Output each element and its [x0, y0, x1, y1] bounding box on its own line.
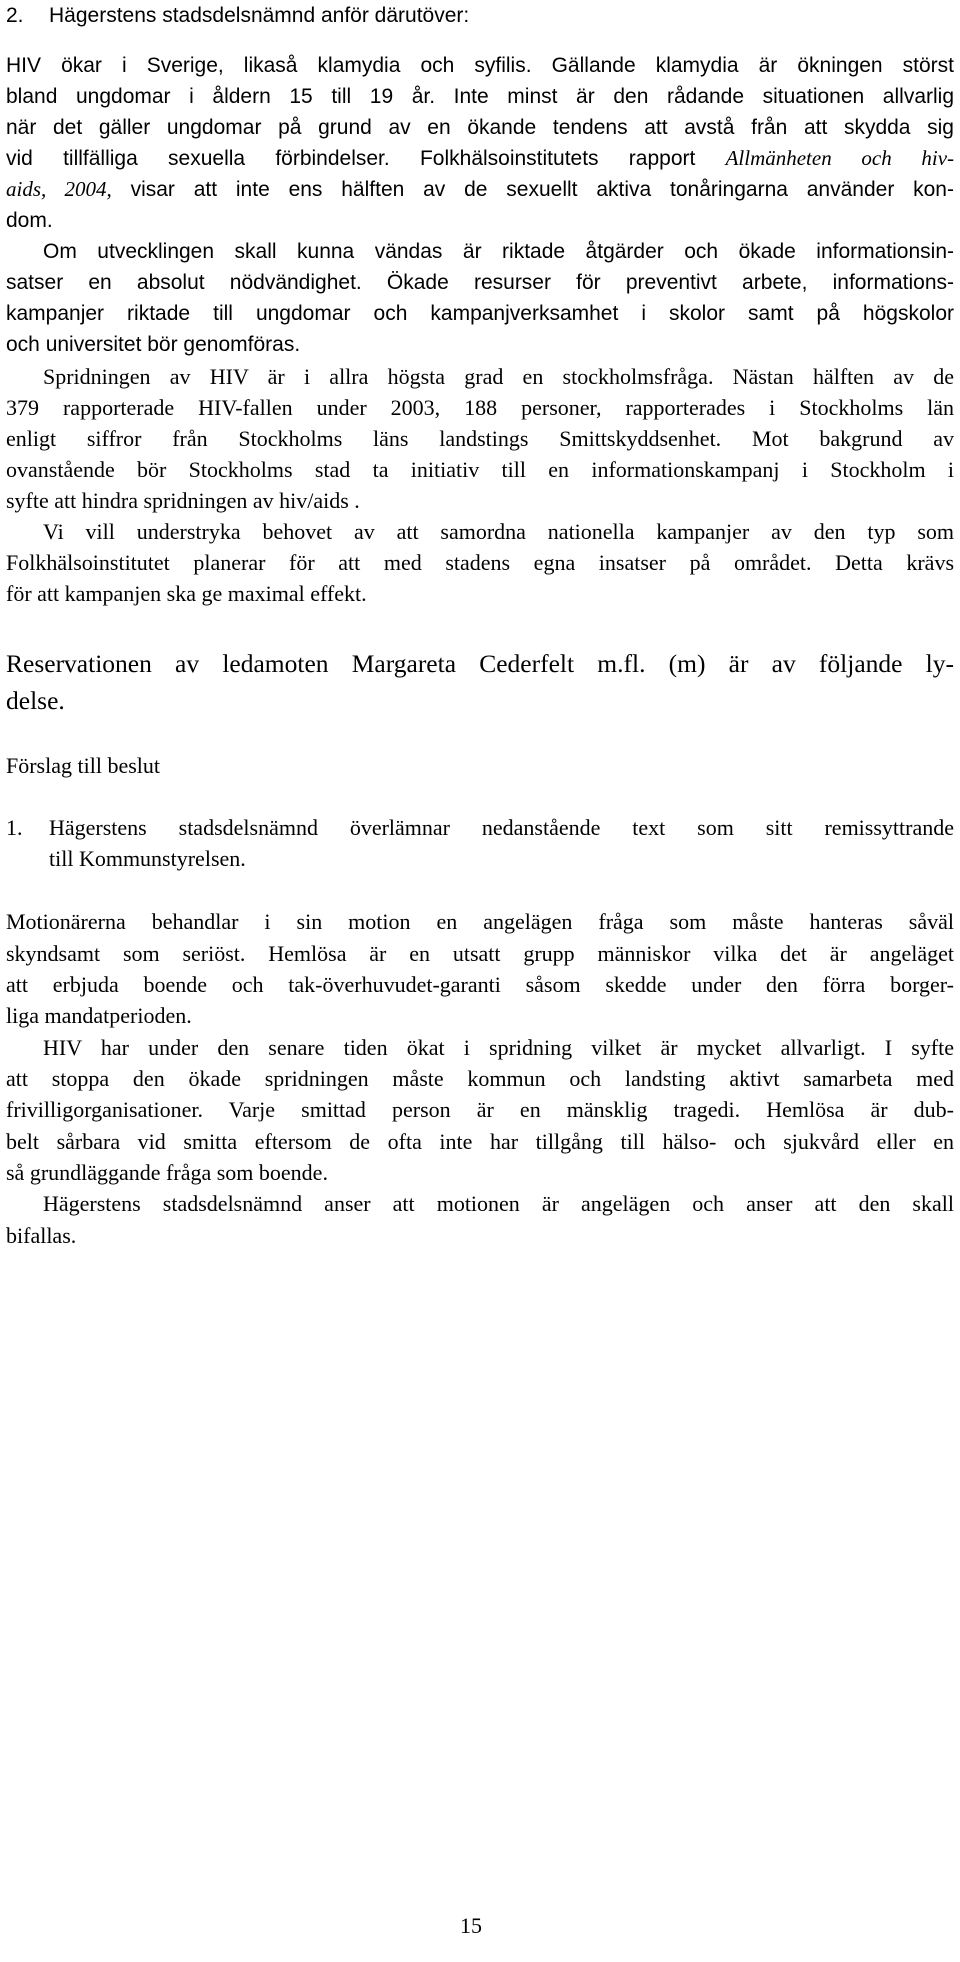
proposal-item-number: 1.: [6, 815, 23, 840]
paragraph-line: liga mandatperioden.: [6, 1003, 192, 1028]
reservation-heading: delse.: [6, 686, 65, 715]
paragraph-line: enligt siffror från Stockholms läns landstings Smittskyddsenhet. Mot bakgrund av: [6, 426, 954, 451]
paragraph-line: Spridningen av HIV är i allra högsta grad en stockholmsfråga. Nästan hälften av de: [43, 364, 954, 389]
paragraph-line: [6, 143, 954, 175]
paragraph-line: ovanstående bör Stockholms stad ta initiativ till en informationskampanj i Stockholm i: [6, 457, 954, 482]
paragraph-line: belt sårbara vid smitta eftersom de ofta inte har tillgång till hälso- och sjukvård eller en: [6, 1129, 954, 1154]
paragraph-line: att erbjuda boende och tak-överhuvudet-garanti såsom skedde under den förra borger-: [6, 972, 954, 997]
paragraph-line: [6, 174, 954, 206]
paragraph-line: HIV har under den senare tiden ökat i spridning vilket är mycket allvarligt. I syfte: [43, 1035, 954, 1060]
paragraph-line: så grundläggande fråga som boende.: [6, 1160, 328, 1185]
paragraph-text: vid tillfälliga sexuella förbindelser. Folkhälsoinstitutets rapport: [6, 147, 726, 170]
paragraph-line: 379 rapporterade HIV-fallen under 2003, 188 personer, rapporterades i Stockholms län: [6, 395, 954, 420]
paragraph-line: bifallas.: [6, 1223, 77, 1248]
paragraph-line: Hägerstens stadsdelsnämnd anser att motionen är angelägen och anser att den skall: [43, 1191, 954, 1216]
proposal-item-line: Hägerstens stadsdelsnämnd överlämnar nedanstående text som sitt remissyttrande: [49, 815, 954, 840]
paragraph-line: Motionärerna behandlar i sin motion en angelägen fråga som måste hanteras såväl: [6, 909, 954, 934]
paragraph-line: Folkhälsoinstitutet planerar för att med stadens egna insatser på området. Detta krävs: [6, 550, 954, 575]
proposal-item-line: till Kommunstyrelsen.: [49, 846, 246, 871]
reservation-heading: Reservationen av ledamoten Margareta Cederfelt m.fl. (m) är av följande ly-: [6, 649, 954, 678]
proposal-heading: Förslag till beslut: [6, 753, 160, 778]
paragraph-line: dom.: [6, 209, 53, 232]
paragraph-line: syfte att hindra spridningen av hiv/aids .: [6, 488, 360, 513]
report-title: aids, 2004,: [6, 177, 112, 201]
item-heading: Hägerstens stadsdelsnämnd anför därutöver:: [49, 4, 470, 27]
paragraph-line: för att kampanjen ska ge maximal effekt.: [6, 581, 367, 606]
report-title: Allmänheten och hiv-: [725, 146, 955, 170]
paragraph-line: satser en absolut nödvändighet. Ökade resurser för preventivt arbete, informations-: [6, 271, 954, 294]
paragraph-text: visar att inte ens hälften av de sexuellt aktiva tonåringarna använder kon-: [111, 178, 954, 201]
paragraph-line: kampanjer riktade till ungdomar och kampanjverksamhet i skolor samt på högskolor: [6, 302, 954, 325]
page-number: 15: [460, 1913, 482, 1938]
paragraph-line: HIV ökar i Sverige, likaså klamydia och syfilis. Gällande klamydia är ökningen störst: [6, 54, 954, 77]
paragraph-line: Om utvecklingen skall kunna vändas är riktade åtgärder och ökade informationsin-: [43, 240, 954, 263]
paragraph-line: bland ungdomar i åldern 15 till 19 år. Inte minst är den rådande situationen allvarlig: [6, 85, 954, 108]
paragraph-line: skyndsamt som seriöst. Hemlösa är en utsatt grupp människor vilka det är angeläget: [6, 941, 954, 966]
paragraph-line: Vi vill understryka behovet av att samordna nationella kampanjer av den typ som: [43, 519, 954, 544]
paragraph-line: frivilligorganisationer. Varje smittad person är en mänsklig tragedi. Hemlösa är dub-: [6, 1097, 954, 1122]
paragraph-line: och universitet bör genomföras.: [6, 333, 301, 356]
paragraph-line: att stoppa den ökade spridningen måste kommun och landsting aktivt samarbeta med: [6, 1066, 954, 1091]
paragraph-line: när det gäller ungdomar på grund av en ökande tendens att avstå från att skydda sig: [6, 116, 954, 139]
item-number: 2.: [6, 4, 24, 27]
